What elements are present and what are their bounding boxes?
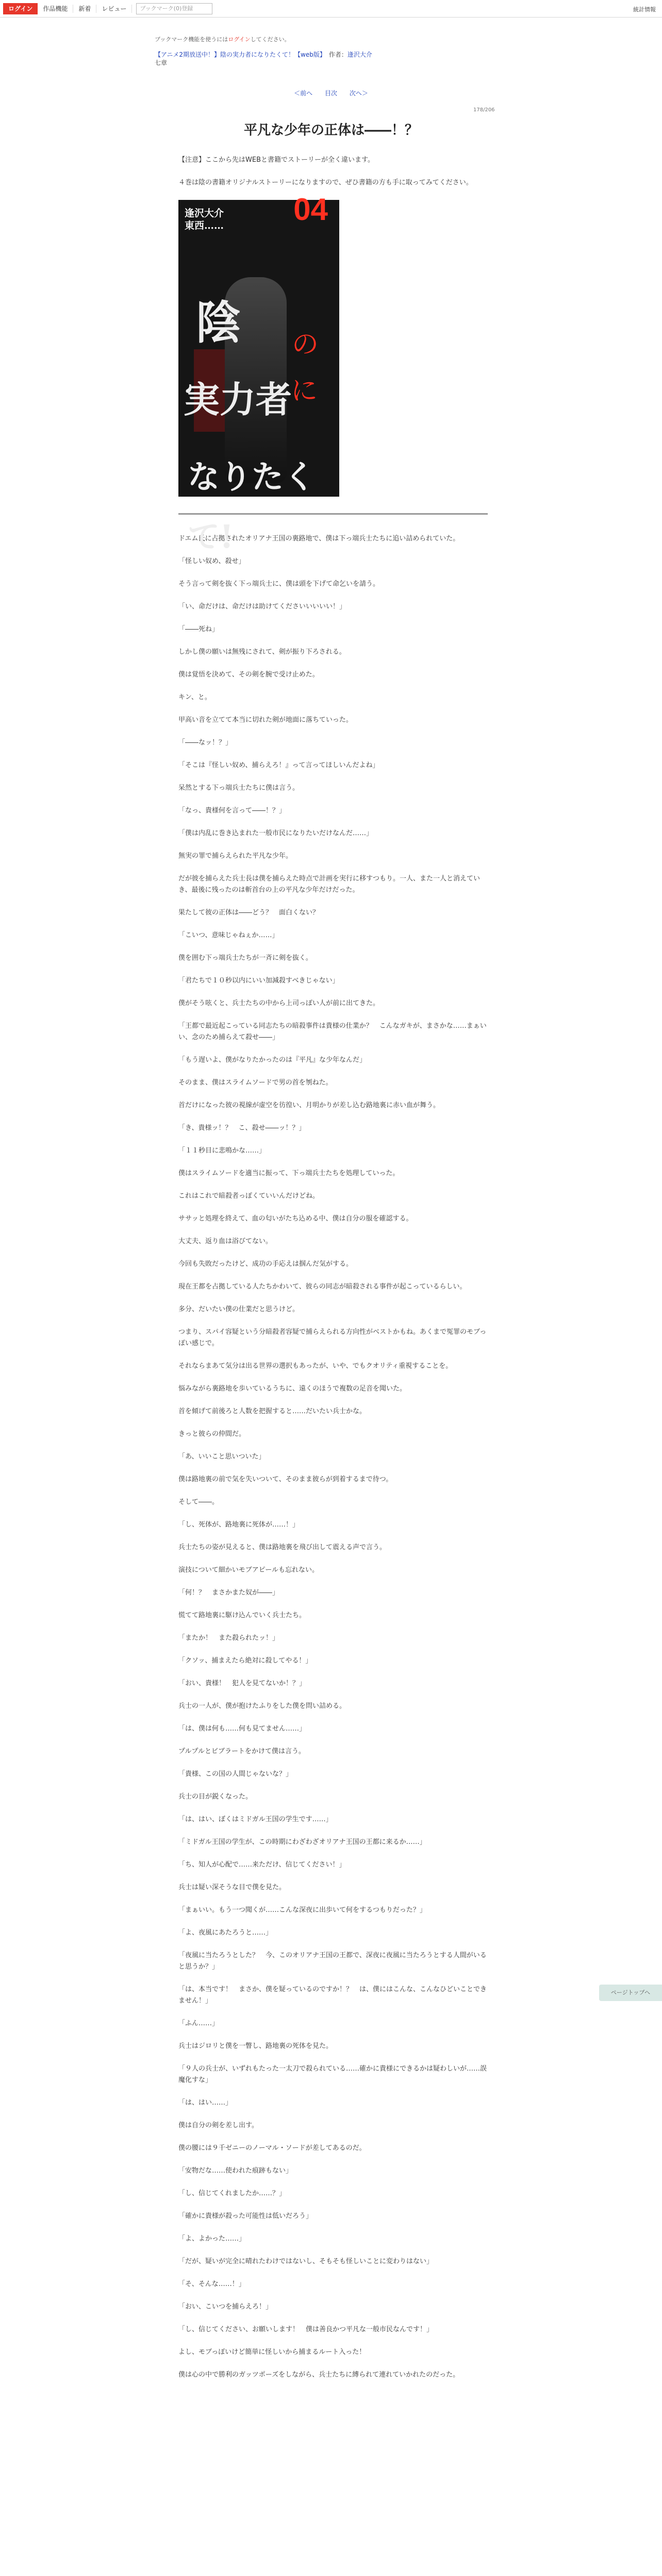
breadcrumb: [155, 50, 516, 67]
bookmark-notice: [155, 35, 290, 43]
story-paragraph: 僕の腰には９千ゼニーのノーマル・ソードが差してあるのだ。: [178, 2144, 366, 2152]
story-paragraph: 「ミドガル王国の学生が、この時期にわざわざオリアナ王国の王都に来るか……」: [178, 1838, 426, 1846]
novel-body: [178, 155, 488, 2392]
cover-particle-ni: に: [291, 376, 318, 406]
story-paragraph: 無実の罪で捕らえられた平凡な少年。: [178, 852, 293, 860]
cover-particle-no: の: [292, 329, 319, 360]
work-title-link[interactable]: 【アニメ2期放送中！】陰の実力者になりたくて！【web版】: [155, 51, 323, 58]
book-cover-image: 逢沢大介 東西…… 04 陰 実力者 なりたくて! の に: [178, 200, 339, 497]
episode-pager: [0, 89, 662, 97]
story-paragraph: 僕は路地裏の前で気を失いついて、そのまま彼らが到着するまで待つ。: [178, 1476, 393, 1483]
nav-review[interactable]: レビュー: [96, 5, 132, 13]
note-paragraph: ４巻は陰の書籍オリジナルストーリーになりますので、ぜひ書籍の方も手に取ってみてください。: [178, 179, 473, 187]
story-paragraph: そして――。: [178, 1498, 219, 1506]
story-paragraph: 「安物だな……使われた痕跡もない」: [178, 2167, 293, 2175]
story-paragraph: 「こいつ、意味じゃねぇか……」: [178, 931, 279, 939]
story-paragraph: 「僕は内乱に巻き込まれた一般市民になりたいだけなんだ……」: [178, 829, 373, 837]
story-paragraph: ササッと処理を終えて、血の匂いがたち込める中、僕は自分の服を確認する。: [178, 1215, 413, 1223]
story-paragraph: 「確かに貴様が殺った可能性は低いだろう」: [178, 2212, 313, 2220]
story-paragraph: 「夜風に当たろうとした？ 今、このオリアナ王国の王都で、深夜に夜風に当たろうとする人間がいると思うか？」: [178, 1952, 487, 1971]
story-paragraph: 「し、信じてくれましたか……？」: [178, 2190, 286, 2197]
story-paragraph: 「――死ね」: [178, 625, 219, 633]
story-paragraph: 演技について細かいモブアピールも忘れない。: [178, 1566, 319, 1574]
story-paragraph: 「は、本当です！ まさか、僕を疑っているのですか！？ は、僕にはこんな、こんなひどいことできません！」: [178, 1986, 487, 2005]
story-paragraph: 「クソッ、捕まえたら絶対に殺してやる！」: [178, 1657, 312, 1665]
story-paragraph: 「なっ、貴様何を言って――！？」: [178, 807, 286, 815]
author-link[interactable]: 逢沢大介: [347, 51, 372, 58]
story-paragraph: 「おい、こいつを捕らえろ！」: [178, 2303, 273, 2311]
story-paragraph: 「まぁいい。もう一つ聞くが……こんな深夜に出歩いて何をするつもりだった？」: [178, 1906, 426, 1914]
story-paragraph: よし、モブっぽいけど簡単に怪しいから捕まるルート入った！: [178, 2348, 366, 2356]
story-paragraph: 兵士たちの姿が見えると、僕は路地裏を飛び出して震える声で言う。: [178, 1544, 387, 1551]
episode-number: 178/206: [473, 107, 495, 113]
story-paragraph: 僕を囲む下っ端兵士たちが一斉に剣を抜く。: [178, 954, 312, 962]
story-paragraph: 「し、死体が、路地裏に死体が……！」: [178, 1521, 300, 1529]
cover-volume: 04: [293, 192, 328, 227]
story-paragraph: だが彼を捕らえた兵士長は僕を捕らえた時点で計画を実行に移すつもり。一人、また一人と消えていき、最後に残ったのは斬首台の上の平凡な少年だけだった。: [178, 875, 481, 894]
story-paragraph: 「またか！ また殺られたッ！」: [178, 1634, 279, 1642]
story-paragraph: 甲高い音を立てて本当に切れた剣が地面に落ちていった。: [178, 716, 353, 724]
story-paragraph: 「怪しい奴め、殺せ」: [178, 557, 245, 565]
story-paragraph: ドエム氏に占拠されたオリアナ王国の裏路地で、僕は下っ端兵士たちに追い詰められていた。: [178, 535, 460, 543]
story-paragraph: 多分、だいたい僕の仕業だと思うけど。: [178, 1306, 300, 1313]
next-link[interactable]: 次へ＞: [349, 90, 368, 97]
story-paragraph: 「あ、いいこと思いついた」: [178, 1453, 266, 1461]
top-navigation-bar: [0, 0, 662, 18]
story-paragraph: 僕は覚悟を決めて、その剣を腕で受け止めた。: [178, 671, 319, 679]
prev-link[interactable]: ＜前へ: [294, 90, 313, 97]
story-paragraph: 「何！？ まさかまた奴が――」: [178, 1589, 279, 1597]
login-button[interactable]: ログイン: [3, 3, 38, 14]
story-paragraph: 「９人の兵士が、いずれもたった一太刀で殺られている……確かに貴様にできるかは疑わしいが……誤魔化すな」: [178, 2065, 487, 2084]
story-paragraph: 僕がそう呟くと、兵士たちの中から上司っぽい人が前に出てきた。: [178, 999, 380, 1007]
bookmark-notice-suffix: してください。: [250, 36, 290, 43]
cover-author: 逢沢大介 東西……: [185, 208, 224, 231]
story-paragraph: 「１１秒目に悲鳴かな……」: [178, 1147, 266, 1155]
story-paragraph: 「だが、疑いが完全に晴れたわけではないし、そもそも怪しいことに変わりはない」: [178, 2258, 434, 2265]
story-paragraph: これはこれで暗殺者っぽくていいんだけどね。: [178, 1192, 320, 1200]
story-paragraph: 「は、はい……」: [178, 2099, 233, 2107]
story-paragraph: 今回も失敗だったけど、成功の手応えは掴んだ気がする。: [178, 1260, 353, 1268]
chapter-label: 七章: [155, 59, 168, 66]
story-paragraph: 呆然とする下っ端兵士たちに僕は言う。: [178, 784, 300, 792]
story-paragraph: 「は、はい、ぼくはミドガル王国の学生です……」: [178, 1816, 333, 1823]
story-paragraph: 僕は自分の剣を差し出す。: [178, 2122, 258, 2129]
story-paragraph: 「よ、夜風にあたろうと……」: [178, 1929, 273, 1937]
story-paragraph: 大丈夫、返り血は浴びてない。: [178, 1238, 273, 1245]
story-paragraph: そう言って剣を抜く下っ端兵士に、僕は頭を下げて命乞いを請う。: [178, 580, 380, 588]
story-paragraph: 「君たちで１０秒以内にいい加減殺すべきじゃない」: [178, 977, 339, 985]
story-paragraph: 慌てて路地裏に駆け込んでいく兵士たち。: [178, 1612, 306, 1619]
story-paragraph: キン、と。: [178, 693, 211, 701]
author-label: 作者：: [322, 51, 347, 58]
story-paragraph: 現在王都を占拠している人たちかわいて、彼らの同志が暗殺される事件が起こっているらしい。: [178, 1283, 467, 1291]
story-paragraph: 「――なッ！？」: [178, 739, 233, 747]
story-paragraph: 悩みながら裏路地を歩いているうちに、遠くのほうで複数の足音を聞いた。: [178, 1385, 407, 1393]
bookmark-login-link[interactable]: ログイン: [228, 36, 251, 43]
page-top-button[interactable]: ページトップへ: [599, 1985, 662, 2001]
story-paragraph: それならまあて気分は出る世界の選択もあったが、いや、でもクオリティ重視することを。: [178, 1362, 453, 1370]
nav-work-features[interactable]: 作品機能: [38, 5, 73, 13]
nav-new[interactable]: 新着: [73, 5, 96, 13]
story-paragraph: 兵士の目が鋭くなった。: [178, 1793, 253, 1801]
story-paragraph: 果たして彼の正体は――どう？ 面白くない？: [178, 909, 320, 917]
story-paragraph: 僕はスライムソードを適当に振って、下っ端兵士たちを処理していった。: [178, 1170, 400, 1177]
bookmark-register-button[interactable]: ブックマーク(0)登録: [136, 3, 212, 14]
story-paragraph: 「貴様、この国の人間じゃないな？」: [178, 1770, 293, 1778]
story-paragraph: 「そこは『怪しい奴め、捕らえろ！』って言ってほしいんだよね」: [178, 761, 379, 769]
chapter-title: 平凡な少年の正体は――！？: [243, 123, 418, 138]
story-paragraph: 「ち、知人が心配で……来ただけ、信じてください！」: [178, 1861, 346, 1869]
story-paragraph: 兵士はジロリと僕を一瞥し、路地裏の死体を見た。: [178, 2042, 333, 2050]
story-paragraph: 「おい、貴様！ 犯人を見てないか！？」: [178, 1680, 306, 1687]
story-paragraph: しかし僕の願いは無残にされて、剣が振り下ろされる。: [178, 648, 346, 656]
story-paragraph: 「そ、そんな……！」: [178, 2280, 245, 2288]
story-paragraph: 「もう遅いよ、僕がなりたかったのは『平凡』な少年なんだ」: [178, 1056, 367, 1064]
story-paragraph: 兵士の一人が、僕が抱けたふりをした僕を問い詰める。: [178, 1702, 346, 1710]
story-paragraph: きっと彼らの仲間だ。: [178, 1430, 246, 1438]
story-paragraph: 首を傾げて前後ろと人数を把握すると……だいたい兵士かな。: [178, 1408, 367, 1415]
story-paragraph: 僕は心の中で勝利のガッツポーズをしながら、兵士たちに縛られて連れていかれたのだった。: [178, 2371, 460, 2379]
story-paragraph: 「は、僕は何も……何も見てません……」: [178, 1725, 306, 1733]
story-paragraph: 「ふん……」: [178, 2020, 219, 2027]
story-paragraph: 「王都で最近起こっている同志たちの暗殺事件は貴様の仕業か？ こんなガキが、まさかな……まぁいい、念のため捕らえて殺せ――」: [178, 1022, 487, 1041]
stats-link[interactable]: 統計情報: [633, 6, 656, 13]
story-paragraph: 兵士は疑い深そうな目で僕を見た。: [178, 1884, 286, 1891]
story-paragraph: 「き、貴様ッ！？ こ、殺せ――ッ！？」: [178, 1124, 306, 1132]
story-paragraph: 「し、信じてください、お願いします！ 僕は善良かつ平凡な一般市民なんです！」: [178, 2326, 434, 2333]
bookmark-notice-prefix: ブックマーク機能を使うには: [155, 36, 228, 43]
story-paragraph: 「よ、よかった……」: [178, 2235, 246, 2243]
story-paragraph: プルプルとビブラートをかけて僕は言う。: [178, 1748, 305, 1755]
toc-link[interactable]: 目次: [324, 90, 337, 97]
note-paragraph: 【注意】ここから先はWEBと書籍でストーリーが全く違います。: [178, 156, 374, 164]
story-paragraph: 「い、命だけは、命だけは助けてくださいいいいい！」: [178, 603, 346, 611]
story-paragraph: そのまま、僕はスライムソードで男の首を刎ねた。: [178, 1079, 333, 1087]
story-paragraph: 首だけになった彼の視線が虚空を彷徨い、月明かりが差し込む路地裏に赤い血が舞う。: [178, 1101, 440, 1109]
story-paragraph: つまり、スパイ容疑という分暗殺者容疑で捕らえられる方向性がベストかもね。あくまで冤罪のモブっぽい感じで。: [178, 1328, 487, 1347]
